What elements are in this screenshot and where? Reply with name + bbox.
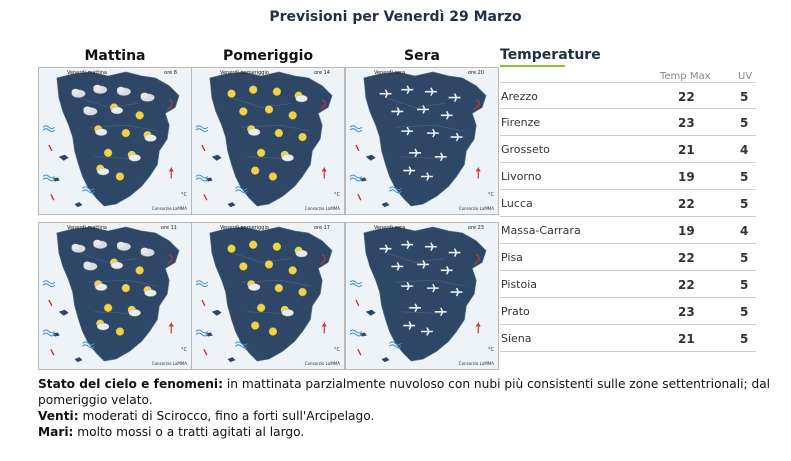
uv-value: 5 (740, 278, 749, 292)
city-name: Firenze (501, 116, 541, 129)
table-row (500, 325, 756, 352)
table-row (500, 136, 756, 163)
forecast-map (345, 222, 499, 370)
uv-value: 5 (740, 90, 749, 104)
table-row (500, 298, 756, 325)
uv-value: 5 (740, 116, 749, 130)
uv-value: 5 (740, 170, 749, 184)
temp-max-value: 22 (678, 90, 695, 104)
forecast-description (38, 376, 778, 440)
table-row (500, 217, 756, 244)
sea-description: Mari: molto mossi o a tratti agitati al largo. (38, 425, 305, 439)
map-credit: Consorzio LaMMA (151, 361, 187, 366)
map-label: Venerdì mattina (67, 70, 107, 76)
column-header-mattina: Mattina (84, 48, 146, 64)
map-time: ore 23 (467, 225, 484, 231)
temp-max-value: 23 (678, 305, 695, 319)
page-title: Previsioni per Venerdì 29 Marzo (269, 9, 522, 25)
map-credit: Consorzio LaMMA (304, 361, 340, 366)
header-uv: UV (738, 71, 753, 82)
temp-max-value: 21 (678, 143, 695, 157)
map-credit: Consorzio LaMMA (151, 206, 187, 211)
city-name: Siena (501, 332, 532, 345)
celsius-label: °C (181, 347, 187, 353)
map-label: Venerdì pomeriggio (220, 70, 269, 76)
tuscany-map (192, 68, 344, 214)
wind-description: Venti: moderati di Scirocco, fino a forti sull'Arcipelago. (38, 409, 375, 423)
uv-value: 4 (740, 224, 749, 238)
column-header-sera: Sera (404, 48, 440, 64)
forecast-map (191, 67, 345, 215)
map-time: ore 20 (467, 70, 484, 76)
map-credit: Consorzio LaMMA (304, 206, 340, 211)
temp-max-value: 22 (678, 251, 695, 265)
tuscany-map (346, 68, 498, 214)
temp-max-value: 22 (678, 197, 695, 211)
city-name: Pisa (501, 251, 523, 264)
map-time: ore 17 (313, 225, 330, 231)
tuscany-map (39, 223, 191, 369)
table-row (500, 163, 756, 190)
table-row (500, 109, 756, 136)
temperature-title: Temperature (500, 47, 601, 63)
temp-max-value: 23 (678, 116, 695, 130)
uv-value: 4 (740, 143, 749, 157)
temp-max-value: 21 (678, 332, 695, 346)
tuscany-map (346, 223, 498, 369)
forecast-map (345, 67, 499, 215)
map-time: ore 8 (164, 70, 177, 76)
celsius-label: °C (334, 347, 340, 353)
map-label: Venerdì sera (374, 225, 406, 231)
city-name: Arezzo (501, 90, 538, 103)
column-header-pomeriggio: Pomeriggio (222, 48, 314, 64)
temp-max-value: 22 (678, 278, 695, 292)
city-name: Massa-Carrara (501, 224, 581, 237)
uv-value: 5 (740, 251, 749, 265)
celsius-label: °C (181, 192, 187, 198)
header-temp-max: Temp Max (660, 71, 711, 82)
sky-description: Stato del cielo e fenomeni: in mattinata parzialmente nuvoloso con nubi più consistenti sulle zone settentrionali; dal pomeriggio velato. (38, 377, 771, 407)
celsius-label: °C (488, 347, 494, 353)
map-label: Venerdì mattina (67, 225, 107, 231)
forecast-map (191, 222, 345, 370)
table-row (500, 244, 756, 271)
table-row (500, 190, 756, 217)
city-name: Lucca (501, 197, 533, 210)
temp-max-value: 19 (678, 224, 695, 238)
forecast-map (38, 67, 192, 215)
map-label: Venerdì pomeriggio (220, 225, 269, 231)
map-time: ore 14 (313, 70, 330, 76)
uv-value: 5 (740, 305, 749, 319)
tuscany-map (39, 68, 191, 214)
map-credit: Consorzio LaMMA (458, 361, 494, 366)
city-name: Livorno (501, 170, 542, 183)
temp-max-value: 19 (678, 170, 695, 184)
celsius-label: °C (488, 192, 494, 198)
forecast-map (38, 222, 192, 370)
uv-value: 5 (740, 197, 749, 211)
city-name: Pistoia (501, 278, 538, 291)
table-row (500, 271, 756, 298)
tuscany-map (192, 223, 344, 369)
map-label: Venerdì sera (374, 70, 406, 76)
table-row (500, 82, 756, 109)
temperature-underline (500, 65, 565, 67)
map-time: ore 11 (160, 225, 177, 231)
city-name: Prato (501, 305, 530, 318)
city-name: Grosseto (501, 143, 550, 156)
uv-value: 5 (740, 332, 749, 346)
map-credit: Consorzio LaMMA (458, 206, 494, 211)
celsius-label: °C (334, 192, 340, 198)
